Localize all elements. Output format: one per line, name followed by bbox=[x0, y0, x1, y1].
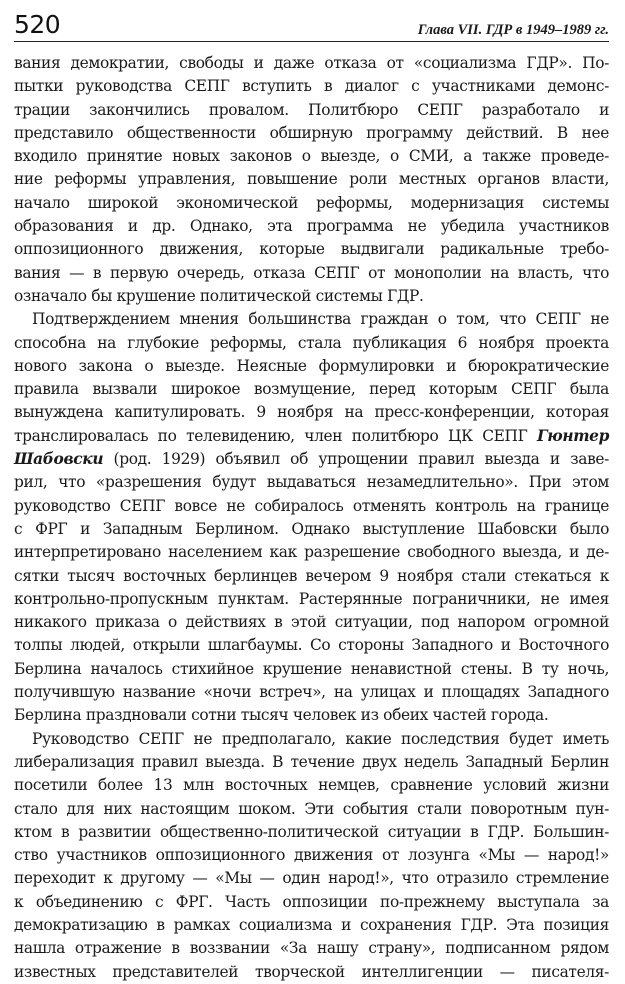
text-line: демократизацию в рамках социализма и сохранения ГДР. Эта позиция bbox=[14, 915, 609, 934]
text-line: вынуждена капитулировать. 9 ноября на пресс-конференции, которая bbox=[14, 403, 609, 422]
text-line: известных представителей творческой интеллигенции — писателя- bbox=[14, 962, 609, 981]
italic-name: Шабовски bbox=[14, 450, 104, 469]
text-line: стало для них настоящим шоком. Эти события стали поворотным пун- bbox=[14, 799, 609, 818]
text-line: вания демократии, свободы и даже отказа от «социализма ГДР». По- bbox=[14, 54, 609, 72]
text-line: Берлина началось стихийное крушение ненавистной стены. В ту ночь, bbox=[14, 659, 609, 678]
text-line: посетили более 13 млн восточных немцев, сравнение условий жизни bbox=[14, 776, 609, 795]
paragraph-3 bbox=[14, 728, 609, 984]
paragraph-2 bbox=[14, 308, 609, 727]
text-line: получившую название «ночи встреч», на улицах и площадях Западного bbox=[14, 683, 609, 702]
text-line: к объединению с ФРГ. Часть оппозиции по-прежнему выступала за bbox=[14, 892, 609, 911]
text-line: оппозиционного движения, которые выдвигали радикальные требо- bbox=[14, 240, 609, 259]
text-line: транслировалась по телевидению, член политбюро ЦК СЕПГ Гюнтер bbox=[14, 426, 609, 445]
text-line: либерализация правил выезда. В течение двух недель Западный Берлин bbox=[14, 752, 609, 771]
text-line: ние реформы управления, повышение роли местных органов власти, bbox=[14, 170, 609, 189]
text-line: правила вызвали широкое возмущение, перед которым СЕПГ была bbox=[14, 380, 609, 399]
text-line: контрольно-пропускным пунктам. Растерянные пограничники, не имея bbox=[14, 589, 609, 608]
text-line: Берлина праздновали сотни тысяч человек из обеих частей города. bbox=[14, 706, 549, 725]
text-line: образования и др. Однако, эта программа не убедила участников bbox=[14, 217, 609, 236]
text-line: входило принятие новых законов о выезде, о СМИ, а также проведе- bbox=[14, 147, 609, 166]
text-line: ктом в развитии общественно-политической ситуации в ГДР. Большин- bbox=[14, 822, 609, 841]
text-line: вания — в первую очередь, отказа СЕПГ от монополии на власть, что bbox=[14, 263, 609, 282]
text-line: сятки тысяч восточных берлинцев вечером 9 ноября стали стекаться к bbox=[14, 566, 609, 585]
text-line: интерпретировано населением как разрешение свободного выезда, и де- bbox=[14, 543, 609, 562]
text-line: пытки руководства СЕПГ вступить в диалог с участниками демонс- bbox=[14, 77, 609, 96]
text-line: никакого приказа о действиях в этой ситуации, под напором огромной bbox=[14, 613, 609, 632]
text-line: руководство СЕПГ вовсе не собиралось отменять контроль на границе bbox=[14, 496, 609, 515]
text-line: трации закончились провалом. Политбюро СЕПГ разработало и bbox=[14, 100, 609, 119]
text-line: нашла отражение в воззвании «За нашу страну», подписанном рядом bbox=[14, 939, 609, 958]
text-line: способна на глубокие реформы, стала публикация 6 ноября проекта bbox=[14, 333, 609, 352]
text-line: рил, что «разрешения будут выдаваться незамедлительно». При этом bbox=[14, 473, 609, 492]
page-number: 520 bbox=[14, 10, 61, 39]
italic-name: Гюнтер bbox=[537, 426, 609, 445]
text-line: Руководство СЕПГ не предполагало, какие последствия будет иметь bbox=[32, 729, 609, 748]
text-line: означало бы крушение политической системы ГДР. bbox=[14, 286, 424, 305]
text-line: переходит к другому — «Мы — один народ!», что отразило стремление bbox=[14, 869, 609, 888]
text-line: Шабовски (род. 1929) объявил об упрощении правил выезда и заве- bbox=[14, 450, 609, 469]
running-head: Глава VII. ГДР в 1949–1989 гг. bbox=[417, 22, 609, 38]
text-line: начало широкой экономической реформы, модернизация системы bbox=[14, 193, 609, 212]
text-line: Подтверждением мнения большинства граждан о том, что СЕПГ не bbox=[32, 310, 609, 329]
page-header bbox=[14, 6, 609, 42]
body-text bbox=[14, 52, 609, 984]
text-line: с ФРГ и Западным Берлином. Однако выступление Шабовски было bbox=[14, 519, 609, 538]
text-line: представило общественности обширную программу действий. В нее bbox=[14, 123, 609, 142]
text-line: ство участников оппозиционного движения от лозунга «Мы — народ!» bbox=[14, 846, 609, 865]
paragraph-1 bbox=[14, 52, 609, 308]
text-line: толпы людей, открыли шлагбаумы. Со стороны Западного и Восточного bbox=[14, 636, 609, 655]
text-line: нового закона о выезде. Неясные формулировки и бюрократические bbox=[14, 356, 609, 375]
